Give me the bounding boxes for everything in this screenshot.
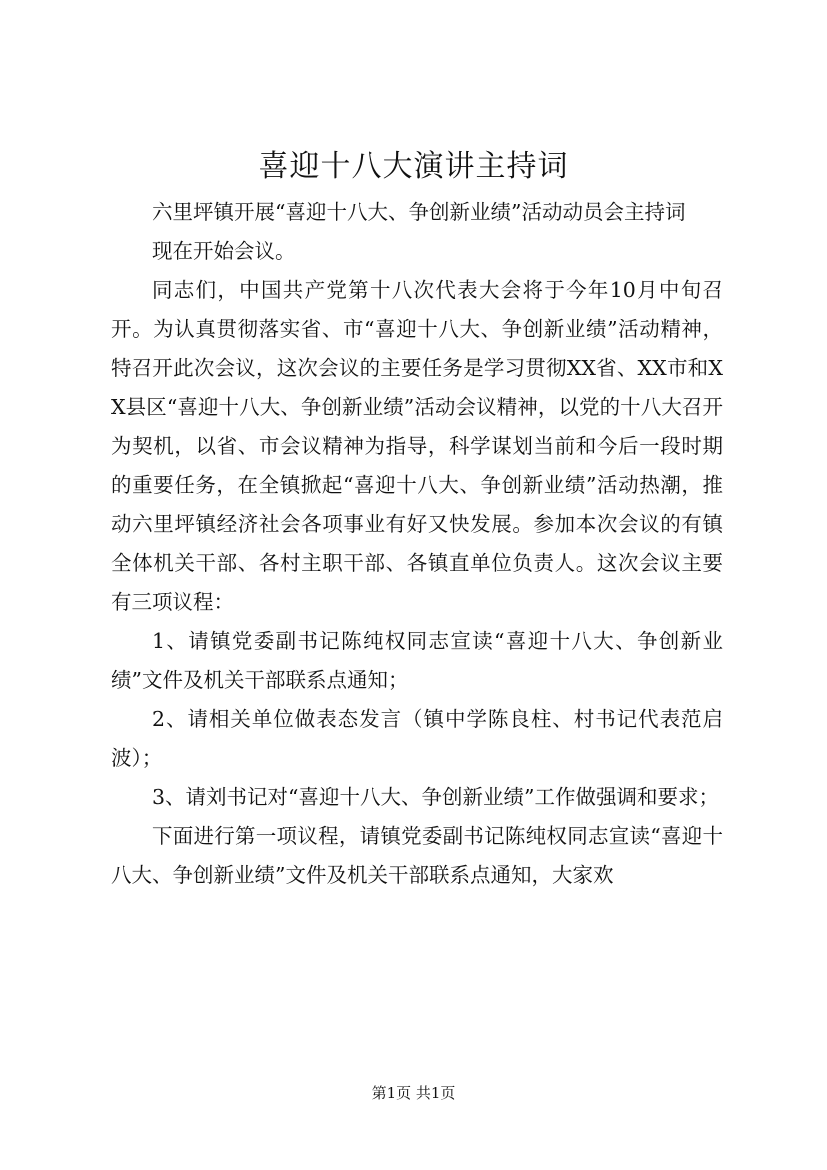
document-title: 喜迎十八大演讲主持词 [258, 149, 569, 184]
paragraph-heading: 六里坪镇开展“喜迎十八大、争创新业绩”活动动员会主持词 [152, 200, 686, 224]
document-body [111, 193, 723, 895]
paragraph-first-item: 下面进行第一项议程，请镇党委副书记陈纯权同志宣读“喜迎十八大、争创新业绩”文件及机关干部联系点通知，大家欢 [111, 824, 723, 887]
agenda-item-3: 3、请刘书记对“喜迎十八大、争创新业绩”工作做强调和要求； [152, 785, 720, 809]
page-number-footer: 第1页 共1页 [371, 1084, 456, 1102]
paragraph-introduction: 同志们，中国共产党第十八次代表大会将于今年10月中旬召开。为认真贯彻落实省、市“喜迎十八大、争创新业绩”活动精神，特召开此次会议，这次会议的主要任务是学习贯彻XX省、XX市和XX县区“喜迎十八大、争创新业绩”活动会议精神，以党的十八大召开为契机，以省、市会议精神为指导，科学谋划当前和今后一段时期的重要任务，在全镇掀起“喜迎十八大、争创新业绩”活动热潮，推动六里坪镇经济社会各项事业有好又快发展。参加本次会议的有镇全体机关干部、各村主职干部、各镇直单位负责人。这次会议主要有三项议程： [111, 278, 723, 614]
agenda-item-1: 1、请镇党委副书记陈纯权同志宣读“喜迎十八大、争创新业绩”文件及机关干部联系点通知； [111, 629, 723, 692]
paragraph-opening: 现在开始会议。 [152, 239, 296, 263]
agenda-item-2: 2、请相关单位做表态发言（镇中学陈良柱、村书记代表范启波）； [111, 707, 723, 770]
